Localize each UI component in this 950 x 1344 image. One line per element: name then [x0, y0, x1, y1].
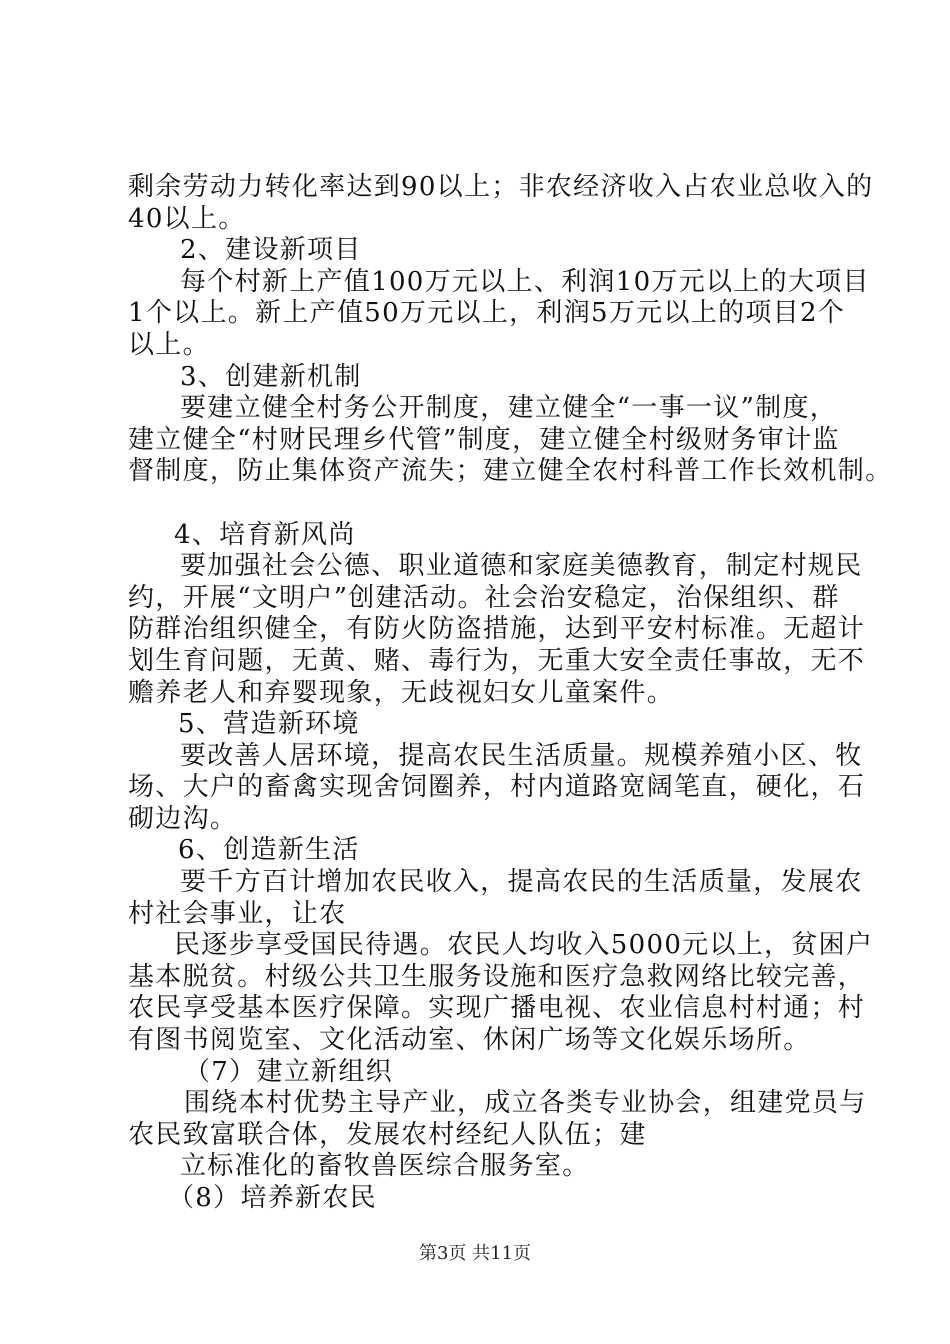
- paragraph-line: 督制度，防止集体资产流失；建立健全农村科普工作长效机制。: [128, 456, 893, 487]
- section-heading: 3、创建新机制: [180, 361, 362, 392]
- paragraph-line: 赡养老人和弃婴现象，无歧视妇女儿童案件。: [128, 677, 675, 708]
- section-heading: 4、培育新风尚: [174, 519, 356, 550]
- paragraph-line: 有图书阅览室、文化活动室、休闲广场等文化娱乐场所。: [128, 1025, 811, 1056]
- paragraph-line: 每个村新上产值100万元以上、利润10万元以上的大项目: [180, 266, 870, 297]
- paragraph-line: 划生育问题，无黄、赌、毒行为，无重大安全责任事故，无不: [128, 645, 866, 676]
- paragraph-line: 村社会事业，让农: [128, 898, 347, 929]
- paragraph-line: 要建立健全村务公开制度，建立健全“一事一议”制度，: [180, 393, 838, 424]
- paragraph-line: 剩余劳动力转化率达到90以上；非农经济收入占农业总收入的: [128, 172, 874, 202]
- paragraph-line: 砌边沟。: [128, 803, 238, 834]
- page-footer: [0, 1243, 950, 1265]
- paragraph-line: 约，开展“文明户”创建活动。社会治安稳定，治保组织、群: [128, 582, 840, 613]
- paragraph-line: 要改善人居环境，提高农民生活质量。规模养殖小区、牧: [180, 740, 863, 771]
- paragraph-line: 以上。: [128, 329, 210, 360]
- page-number: 第3页 共11页: [418, 1243, 532, 1264]
- paragraph-line: 40以上。: [128, 203, 246, 234]
- section-heading: （7）建立新组织: [184, 1056, 393, 1087]
- paragraph-line: 围绕本村优势主导产业，成立各类专业协会，组建党员与: [184, 1088, 867, 1119]
- document-body: [128, 172, 893, 1215]
- paragraph-line: 基本脱贫。村级公共卫生服务设施和医疗急救网络比较完善，: [128, 961, 866, 992]
- paragraph-line: 场、大户的畜禽实现舍饲圈养，村内道路宽阔笔直，硬化，石: [128, 772, 866, 803]
- section-heading: 5、营造新环境: [178, 709, 360, 740]
- paragraph-line: 建立健全“村财民理乡代管”制度，建立健全村级财务审计监: [128, 424, 840, 455]
- paragraph-line: 农民致富联合体，发展农村经纪人队伍；建: [128, 1119, 647, 1150]
- paragraph-line: 要加强社会公德、职业道德和家庭美德教育，制定村规民: [180, 551, 863, 582]
- paragraph-line: 1个以上。新上产值50万元以上，利润5万元以上的项目2个: [128, 298, 846, 329]
- section-heading: （8）培养新农民: [168, 1183, 377, 1213]
- section-heading: 2、建设新项目: [180, 235, 362, 266]
- paragraph-line: 要千方百计增加农民收入，提高农民的生活质量，发展农: [180, 867, 863, 898]
- paragraph-line: 民逐步享受国民待遇。农民人均收入5000元以上，贫困户: [174, 930, 874, 961]
- blank-line: [128, 488, 838, 520]
- section-heading: 6、创造新生活: [178, 835, 360, 866]
- paragraph-line: 防群治组织健全，有防火防盗措施，达到平安村标准。无超计: [128, 614, 866, 645]
- paragraph-line: 立标准化的畜牧兽医综合服务室。: [180, 1151, 590, 1182]
- paragraph-line: 农民享受基本医疗保障。实现广播电视、农业信息村村通；村: [128, 993, 866, 1024]
